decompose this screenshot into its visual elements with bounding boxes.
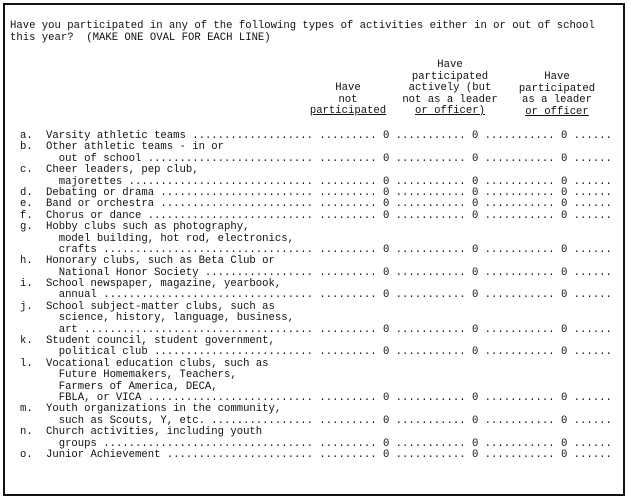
column-header-line: not	[338, 93, 358, 106]
response-ovals[interactable]: ......... 0 ........... 0 ........... 0 ......	[313, 346, 612, 359]
dot-leader: ..........................	[141, 391, 314, 404]
item-text: Farmers of America, DECA,	[46, 380, 218, 393]
item-text: science, history, language, business,	[46, 312, 294, 325]
activity-item	[20, 141, 612, 165]
dot-leader: .................................	[96, 289, 314, 302]
item-text: art	[46, 323, 78, 336]
column-header-line: participated	[411, 70, 489, 83]
item-text: model building, hot rod, electronics,	[46, 232, 294, 245]
item-text: Other athletic teams - in or	[46, 141, 225, 154]
item-letter: d.	[20, 186, 33, 199]
item-letter: g.	[20, 221, 33, 234]
item-text: crafts	[46, 243, 97, 256]
item-text: Junior Achievement	[46, 448, 161, 461]
dot-leader: ...................	[185, 130, 314, 142]
activity-item	[20, 278, 612, 302]
response-ovals[interactable]: ......... 0 ........... 0 ........... 0 ......	[313, 289, 612, 302]
dot-leader: ........................	[154, 186, 314, 199]
item-letter: c.	[20, 164, 33, 177]
activity-item-line	[20, 370, 600, 381]
activity-item	[20, 335, 612, 359]
dot-leader: ........................	[154, 198, 314, 211]
item-text: Hobby clubs such as photography,	[46, 221, 250, 234]
column-header-participated-actively	[395, 60, 505, 118]
activity-item	[20, 164, 612, 188]
column-header-line: participated	[518, 82, 596, 95]
dot-leader: ..........................	[141, 152, 314, 165]
item-text: Church activities, including youth	[46, 426, 263, 439]
item-text: School subject-matter clubs, such as	[46, 300, 275, 313]
item-text: annual	[46, 289, 97, 302]
dot-leader: ..........................	[141, 209, 314, 222]
column-header-line: Have	[437, 59, 463, 71]
column-header-line: not as a leader	[402, 93, 498, 106]
column-header-not-participated	[308, 83, 388, 118]
response-ovals[interactable]: ......... 0 ........... 0 ........... 0 ......	[313, 152, 612, 165]
item-letter: n.	[20, 426, 33, 439]
response-ovals[interactable]: ......... 0 ........... 0 ........... 0 ......	[313, 266, 612, 279]
item-text: political club	[46, 346, 148, 359]
item-text: such as Scouts, Y, etc.	[46, 414, 205, 427]
item-text: Varsity athletic teams	[46, 130, 186, 142]
response-ovals[interactable]: ......... 0 ........... 0 ........... 0 ......	[313, 437, 612, 450]
activity-item	[20, 255, 612, 279]
item-text: Vocational education clubs, such as	[46, 357, 269, 370]
activity-item	[20, 221, 612, 256]
item-text: groups	[46, 437, 97, 450]
column-header-line: actively (but	[408, 82, 492, 94]
column-header-underlined-line: or officer)	[415, 105, 485, 117]
activity-item	[20, 403, 612, 427]
item-letter: e.	[20, 198, 33, 211]
item-letter: l.	[20, 357, 33, 370]
item-text: Honorary clubs, such as Beta Club or	[46, 255, 275, 268]
response-ovals[interactable]: ......... 0 ........... 0 ........... 0 ......	[313, 186, 612, 199]
activity-list	[20, 130, 612, 461]
item-text: out of school	[46, 152, 142, 165]
column-header-underlined-line: participated	[309, 105, 387, 117]
response-ovals[interactable]: ......... 0 ........... 0 ........... 0 ......	[313, 243, 612, 256]
activity-item	[20, 300, 612, 336]
item-letter: b.	[20, 141, 33, 154]
item-letter: m.	[20, 403, 33, 416]
activity-item-line	[20, 222, 600, 233]
response-ovals[interactable]: ......... 0 ........... 0 ........... 0 ......	[313, 414, 612, 427]
item-text: Debating or drama	[46, 186, 155, 199]
response-ovals[interactable]: ......... 0 ........... 0 ........... 0 ......	[313, 130, 612, 142]
item-text: School newspaper, magazine, yearbook,	[46, 278, 282, 291]
item-text: National Honor Society	[46, 266, 199, 279]
dot-leader: .................................	[96, 437, 314, 450]
column-header-line: Have	[335, 82, 361, 94]
item-text: FBLA, or VICA	[46, 391, 142, 404]
dot-leader: .................................	[96, 243, 314, 256]
item-text: Band or orchestra	[46, 198, 155, 211]
item-letter: h.	[20, 255, 33, 268]
dot-leader: .............................	[122, 175, 314, 188]
dot-leader: .......................	[160, 448, 314, 461]
item-text: Student council, student government,	[46, 335, 275, 348]
item-text: Cheer leaders, pep club,	[46, 164, 199, 177]
response-ovals[interactable]: ......... 0 ........... 0 ........... 0 ......	[313, 391, 612, 404]
response-ovals[interactable]: ......... 0 ........... 0 ........... 0 ......	[313, 209, 612, 222]
dot-leader: ....................................	[77, 323, 314, 336]
item-text: Future Homemakers, Teachers,	[46, 369, 237, 382]
response-ovals[interactable]: ......... 0 ........... 0 ........... 0 ......	[313, 448, 612, 461]
activity-item-line	[20, 448, 612, 461]
activity-item	[20, 426, 612, 450]
column-header-leader-officer	[512, 72, 602, 118]
item-letter: k.	[20, 335, 33, 348]
question-line-2: this year? (MAKE ONE OVAL FOR EACH LINE)	[10, 32, 271, 44]
item-text: Youth organizations in the community,	[46, 403, 282, 416]
activity-item	[20, 357, 612, 405]
column-header-line: as a leader	[522, 94, 592, 106]
response-ovals[interactable]: ......... 0 ........... 0 ........... 0 ......	[313, 323, 612, 336]
question-text	[10, 20, 610, 44]
item-letter: o.	[20, 448, 33, 461]
column-header-line: Have	[544, 71, 570, 83]
item-text: majorettes	[46, 175, 123, 188]
item-text: Chorus or dance	[46, 209, 142, 222]
column-header-underlined-line: or officer	[525, 105, 589, 118]
dot-leader: ................	[204, 414, 314, 427]
item-letter: j.	[20, 300, 33, 313]
dot-leader: .................	[198, 266, 314, 279]
dot-leader: .........................	[147, 346, 314, 359]
response-ovals[interactable]: ......... 0 ........... 0 ........... 0 ......	[313, 175, 612, 188]
item-letter: i.	[20, 278, 33, 291]
item-letter: a.	[20, 130, 33, 142]
item-letter: f.	[20, 209, 33, 222]
question-line-1: Have you participated in any of the following types of activities either in or out of school	[10, 20, 595, 32]
response-ovals[interactable]: ......... 0 ........... 0 ........... 0 ......	[313, 198, 612, 211]
activity-item	[20, 448, 612, 461]
